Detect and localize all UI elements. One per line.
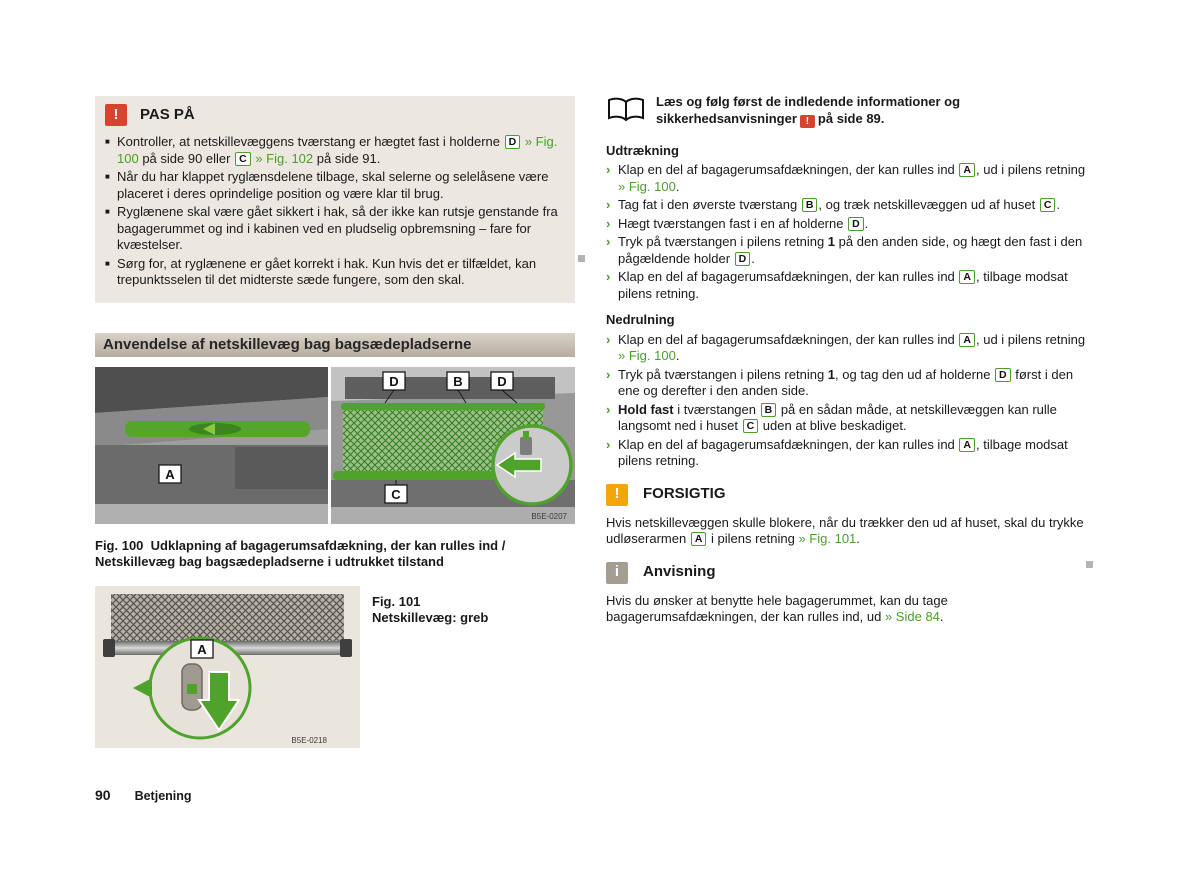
list-item <box>606 402 1092 435</box>
cross-reference-link[interactable]: » Fig. 101 <box>798 531 857 546</box>
list-item <box>606 437 1092 470</box>
svg-text:A: A <box>197 641 207 657</box>
bullet-marker: › <box>606 366 611 382</box>
bullet-marker: › <box>606 215 611 231</box>
figure-code: B5E-0207 <box>531 512 567 521</box>
forsigtig-body: Hvis netskillevæggen skulle blokere, når du trækker den ud af huset, skal du trykke udløserarmen A i pilens retning » Fig. 101. <box>606 514 1084 546</box>
list-item-text: Hægt tværstangen fast i en af holderne D . <box>618 215 869 231</box>
left-column <box>95 96 575 748</box>
list-item <box>606 332 1092 365</box>
bullet-marker: › <box>606 401 611 417</box>
figure-100-image <box>95 367 575 524</box>
cross-reference-link[interactable]: » Side 84 <box>884 609 940 624</box>
note-icon: i <box>606 562 628 584</box>
list-item-text: Når du har klappet ryglænsdelene tilbage, skal selerne og selelåsene være placeret i deres oprindelige position og være klar til brug. <box>117 169 549 201</box>
figure-divider <box>328 367 331 524</box>
fig100-label-d1 <box>383 372 405 390</box>
ref-key-d: D <box>735 252 751 266</box>
list-item <box>105 169 565 202</box>
list-item <box>105 204 565 254</box>
warning-icon: ! <box>105 104 127 126</box>
list-item <box>606 197 1092 214</box>
cross-reference-link[interactable]: » Fig. 100 <box>618 348 676 363</box>
bold-text: på side 89. <box>817 110 885 126</box>
bullet-marker: ■ <box>105 137 110 146</box>
cross-reference-link[interactable]: » Fig. 100 <box>117 134 558 166</box>
anvisning-body: Hvis du ønsker at benytte hele bagagerummet, kan du tage bagagerumsafdækningen, der kan rulles ind, ud » Side 84. <box>606 592 948 624</box>
page-footer <box>95 787 192 805</box>
list-item-text: Klap en del af bagagerumsafdækningen, der kan rulles ind A , ud i pilens retning » Fig. 100. <box>618 162 1086 194</box>
right-column <box>606 94 1092 630</box>
ref-key-c: C <box>235 152 251 166</box>
list-item <box>606 216 1092 233</box>
fig101-label-a <box>191 640 213 658</box>
figure-100-caption: Fig. 100 Udklapning af bagagerumsafdækning, der kan rulles ind / Netskillevæg bag bagsædepladserne i udtrukket tilstand <box>95 537 506 569</box>
ref-key-a: A <box>959 333 975 347</box>
svg-text:B: B <box>453 374 463 389</box>
anvisning-title: Anvisning <box>643 563 716 581</box>
read-first-note <box>606 94 1092 129</box>
ref-key-b: B <box>802 198 818 212</box>
pas-pa-warning-box <box>95 96 575 303</box>
ref-key-d: D <box>995 368 1011 382</box>
nedrulning-steps <box>606 332 1092 470</box>
pas-pa-header <box>105 104 565 126</box>
anvisning-header <box>606 562 1092 584</box>
inset-detail-circle <box>493 426 571 504</box>
section-header: Anvendelse af netskillevæg bag bagsædepladserne <box>95 333 575 358</box>
forsigtig-title: FORSIGTIG <box>643 485 726 503</box>
ref-key-a: A <box>691 532 707 546</box>
fig100-label-c <box>385 485 407 503</box>
nedrulning-heading: Nedrulning <box>606 312 675 327</box>
figure-101-caption-line1: Fig. 101 <box>372 593 421 609</box>
fig100-label-a <box>159 465 181 483</box>
bold-text: Læs og følg først de indledende informationer og sikkerhedsanvisninger <box>656 94 961 126</box>
bold-text: 1 <box>827 234 836 249</box>
net-mesh <box>111 594 344 641</box>
list-item <box>606 234 1092 267</box>
net-partition-photo <box>331 367 575 524</box>
ref-key-c: C <box>1040 198 1056 212</box>
bullet-marker: ■ <box>105 207 110 216</box>
list-item-text: Ryglænene skal være gået sikkert i hak, så der ikke kan rutsje genstande fra bagagerummet og ind i kabinen ved en pludselig opbremsning – fare for kvæstelser. <box>117 204 558 252</box>
ref-key-d: D <box>505 135 521 149</box>
udtraekning-heading: Udtrækning <box>606 142 679 158</box>
pas-pa-bullet-list <box>105 134 565 289</box>
chapter-label: Betjening <box>134 789 192 803</box>
ref-key-a: A <box>959 163 975 177</box>
section-end-marker <box>1086 561 1093 568</box>
list-item <box>606 162 1092 195</box>
svg-text:A: A <box>165 467 175 482</box>
list-item-text: Hold fast i tværstangen B på en sådan måde, at netskillevæggen kan rulle langsomt ned i huset C uden at blive beskadiget. <box>618 401 1057 433</box>
ref-key-a: A <box>959 270 975 284</box>
section-end-marker <box>578 255 585 262</box>
figure-101-image <box>95 586 360 748</box>
bold-text: 1 <box>827 366 836 382</box>
list-item-text: Sørg for, at ryglænene er gået korrekt i hak. Kun hvis det er tilfældet, kan trepunktsselen til det midterste sæde fungere, som den skal. <box>117 255 537 287</box>
list-item <box>105 256 565 289</box>
cross-reference-link[interactable]: » Fig. 102 <box>255 150 314 166</box>
list-item-text: Tryk på tværstangen i pilens retning 1, og tag den ud af holderne D først i den ene og derefter i den anden side. <box>618 366 1074 398</box>
ref-key-d: D <box>848 217 864 231</box>
warning-icon-inline: ! <box>800 115 815 128</box>
pas-pa-title: PAS PÅ <box>140 105 195 123</box>
cross-reference-link[interactable]: » Fig. 100 <box>618 178 676 194</box>
svg-text:D: D <box>389 374 399 389</box>
bold-text: Hold fast <box>618 401 674 417</box>
list-item <box>606 269 1092 302</box>
list-item <box>606 367 1092 400</box>
bullet-marker: › <box>606 436 611 452</box>
forsigtig-header <box>606 484 1092 506</box>
figure-100 <box>95 367 575 570</box>
list-item-text: Kontroller, at netskillevæggens tværstang er hægtet fast i holderne D » Fig. 100 på side 90 eller C » Fig. 102 på side 91. <box>117 134 558 166</box>
bullet-marker: › <box>606 162 611 177</box>
figure-code: B5E-0218 <box>291 735 327 745</box>
list-item-text: Klap en del af bagagerumsafdækningen, der kan rulles ind A , ud i pilens retning » Fig. 100. <box>618 331 1086 363</box>
list-item-text: Klap en del af bagagerumsafdækningen, der kan rulles ind A , tilbage modsat pilens retning. <box>618 436 1068 468</box>
page-number: 90 <box>95 787 111 803</box>
bullet-marker: › <box>606 197 611 212</box>
list-item <box>105 134 565 167</box>
figure-101-caption <box>372 586 488 748</box>
open-book-icon <box>606 94 656 129</box>
list-item-text: Tag fat i den øverste tværstang B , og træk netskillevæggen ud af huset C . <box>618 197 1061 212</box>
ref-key-c: C <box>743 419 759 433</box>
ref-key-b: B <box>761 403 777 417</box>
ref-key-a: A <box>959 438 975 452</box>
net-top-bar <box>341 403 545 410</box>
bullet-marker: › <box>606 331 611 347</box>
fig100-label-d2 <box>491 372 513 390</box>
svg-text:C: C <box>391 487 401 502</box>
bullet-marker: › <box>606 234 611 249</box>
caution-icon: ! <box>606 484 628 506</box>
bullet-marker: ■ <box>105 172 110 181</box>
read-first-text <box>656 94 1092 129</box>
bullet-marker: ■ <box>105 258 110 268</box>
trunk-photo-left <box>95 367 328 524</box>
list-item-text: Klap en del af bagagerumsafdækningen, der kan rulles ind A , tilbage modsat pilens retning. <box>618 269 1068 301</box>
udtraekning-steps <box>606 162 1092 302</box>
list-item-text: Tryk på tværstangen i pilens retning 1 på den anden side, og hægt den fast i den pågældende holder D . <box>618 234 1083 266</box>
figure-101 <box>95 586 575 748</box>
fig100-label-b <box>447 372 469 390</box>
bullet-marker: › <box>606 269 611 284</box>
svg-text:D: D <box>497 374 507 389</box>
cargo-cover-green <box>125 421 310 437</box>
figure-101-caption-line2: Netskillevæg: greb <box>372 610 489 625</box>
